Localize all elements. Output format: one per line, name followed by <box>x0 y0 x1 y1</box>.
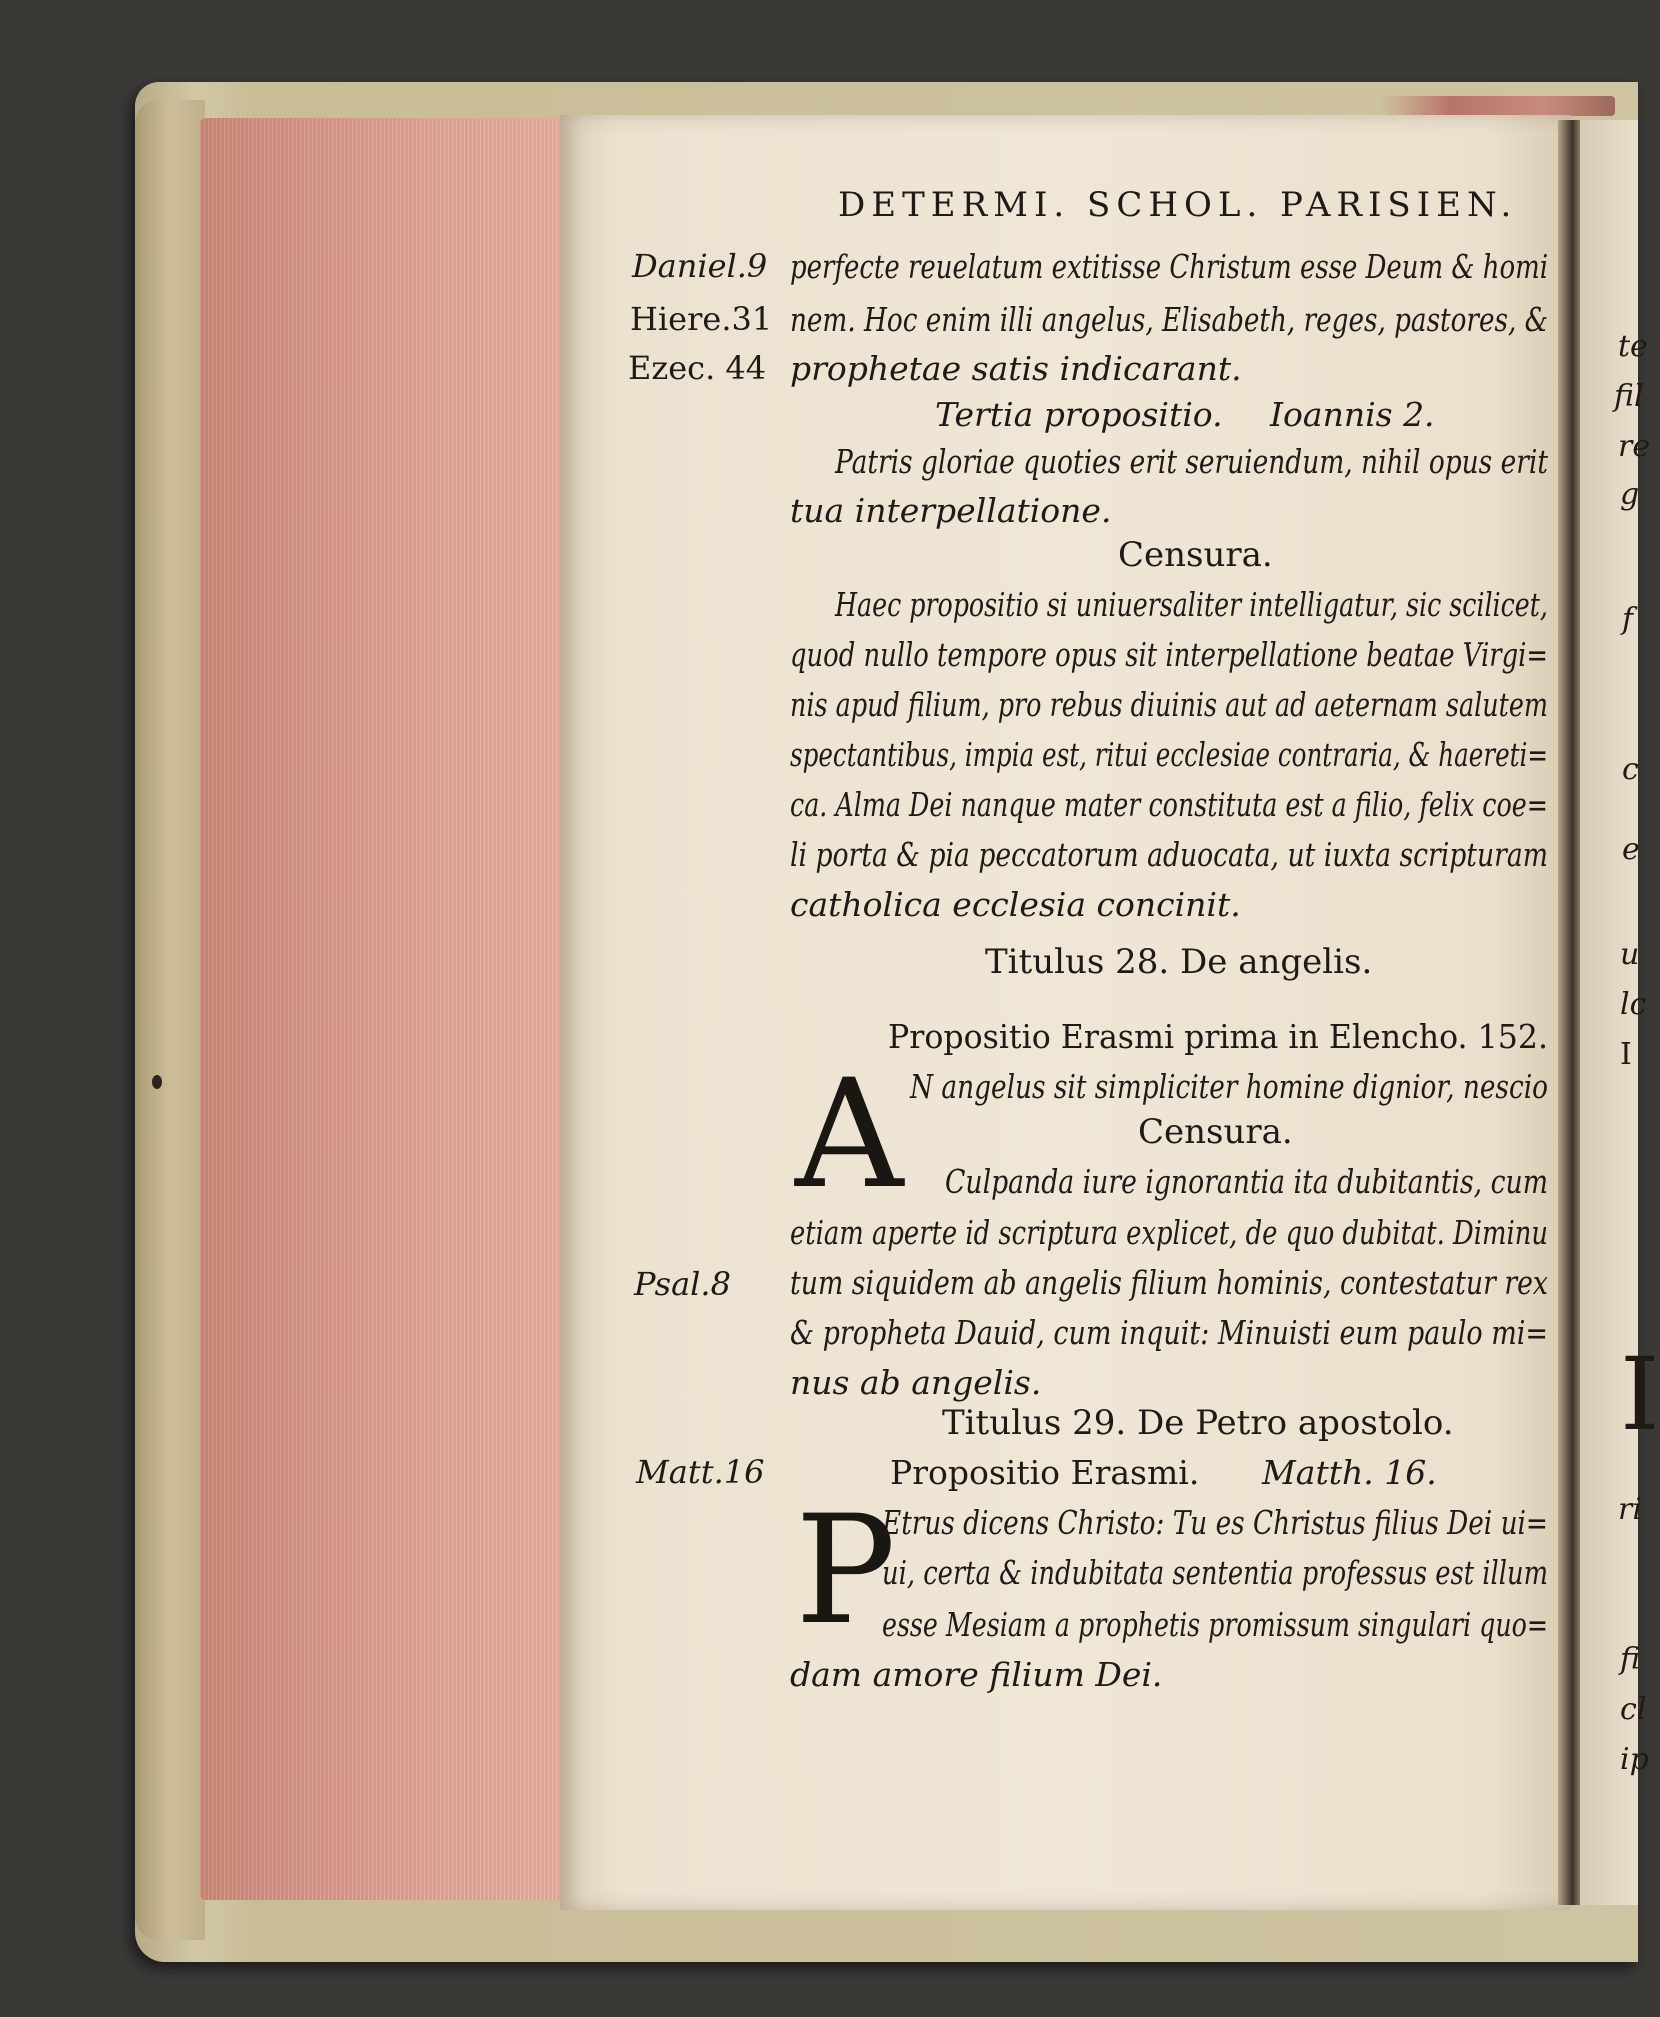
heading-tertia-propositio: Tertia propositio. <box>935 395 1223 434</box>
text-line-9: quod nullo tempore opus sit interpellatione beatae Virgi= <box>790 635 1549 674</box>
heading-censura-1: Censura. <box>1118 535 1273 575</box>
margin-note-ezec: Ezec. 44 <box>628 349 767 387</box>
margin-note-psal: Psal.8 <box>634 1265 731 1303</box>
peek-5: f <box>1622 602 1634 637</box>
text-line-17: N angelus sit simpliciter homine dignior, nescio <box>910 1067 1549 1106</box>
peek-8: u <box>1620 937 1640 972</box>
margin-note-matt: Matt.16 <box>636 1453 765 1491</box>
peek-2: fil <box>1614 379 1644 414</box>
text-line-1: perfecte reuelatum extitisse Christum esse Deum & homi <box>790 247 1549 286</box>
text-line-22: & propheta Dauid, cum inquit: Minuisti eum paulo mi= <box>790 1313 1549 1352</box>
reference-matth: Matth. 16. <box>1262 1453 1437 1492</box>
cover-spine <box>135 100 205 1940</box>
dropcap-p: P <box>795 1484 896 1658</box>
reference-ioannis: Ioannis 2. <box>1270 395 1435 434</box>
right-page-fragment <box>1580 120 1660 1905</box>
peek-9: lc <box>1620 987 1647 1022</box>
heading-censura-2: Censura. <box>1138 1112 1293 1152</box>
peek-4: g <box>1620 477 1640 512</box>
text-line-10: nis apud filium, pro rebus diuinis aut ad aeternam salutem <box>790 685 1549 724</box>
red-page-edges <box>200 118 600 1900</box>
heading-titulus-29: Titulus 29. De Petro apostolo. <box>942 1403 1454 1443</box>
text-line-6: tua interpellatione. <box>790 491 1112 530</box>
text-line-19: Culpanda iure ignorantia ita dubitantis, cum <box>945 1162 1548 1201</box>
text-line-23: nus ab angelis. <box>790 1363 1042 1402</box>
peek-1: te <box>1618 329 1648 364</box>
text-line-5: Patris gloriae quoties erit seruiendum, nihil opus erit <box>835 442 1548 481</box>
margin-note-hiere: Hiere.31 <box>630 300 773 338</box>
peek-7: e <box>1622 832 1640 867</box>
dropcap-a: A <box>795 1048 904 1222</box>
heading-propositio-erasmi: Propositio Erasmi. <box>890 1453 1200 1492</box>
peek-3: re <box>1618 429 1651 464</box>
text-line-27: ui, certa & indubitata sententia professus est illum <box>882 1553 1549 1592</box>
margin-note-daniel: Daniel.9 <box>632 247 768 285</box>
cover-pinhole <box>152 1075 162 1089</box>
heading-titulus-28: Titulus 28. De angelis. <box>985 942 1373 982</box>
heading-propositio-erasmi-prima: Propositio Erasmi prima in Elencho. 152. <box>888 1017 1548 1056</box>
peek-12: ri <box>1618 1492 1642 1527</box>
running-head: DETERMI. SCHOL. PARISIEN. <box>838 185 1518 225</box>
text-line-12: ca. Alma Dei nanque mater constituta est a filio, felix coe= <box>790 785 1549 824</box>
text-line-29: dam amore filium Dei. <box>790 1655 1163 1694</box>
peek-11: I <box>1620 1336 1660 1453</box>
book-gutter <box>1558 120 1582 1905</box>
text-line-26: Etrus dicens Christo: Tu es Christus filius Dei ui= <box>882 1503 1548 1542</box>
text-line-20: etiam aperte id scriptura explicet, de quo dubitat. Diminu <box>790 1213 1548 1252</box>
text-line-13: li porta & pia peccatorum aduocata, ut iuxta scripturam <box>790 835 1548 874</box>
text-line-11: spectantibus, impia est, ritui ecclesiae contraria, & haereti= <box>790 735 1549 774</box>
top-edge-stain <box>1380 96 1615 116</box>
peek-6: c <box>1622 752 1639 787</box>
text-line-2: nem. Hoc enim illi angelus, Elisabeth, reges, pastores, & <box>790 300 1548 339</box>
peek-14: cl <box>1620 1692 1647 1727</box>
peek-15: ip <box>1620 1742 1649 1777</box>
text-line-14: catholica ecclesia concinit. <box>790 885 1241 924</box>
peek-13: fi <box>1620 1642 1641 1677</box>
text-line-3: prophetae satis indicarant. <box>790 349 1242 388</box>
text-line-8: Haec propositio si uniuersaliter intelligatur, sic scilicet, <box>835 585 1548 624</box>
peek-10: I <box>1620 1037 1632 1072</box>
text-line-28: esse Mesiam a prophetis promissum singulari quo= <box>882 1605 1549 1644</box>
text-line-21: tum siquidem ab angelis filium hominis, contestatur rex <box>790 1263 1548 1302</box>
